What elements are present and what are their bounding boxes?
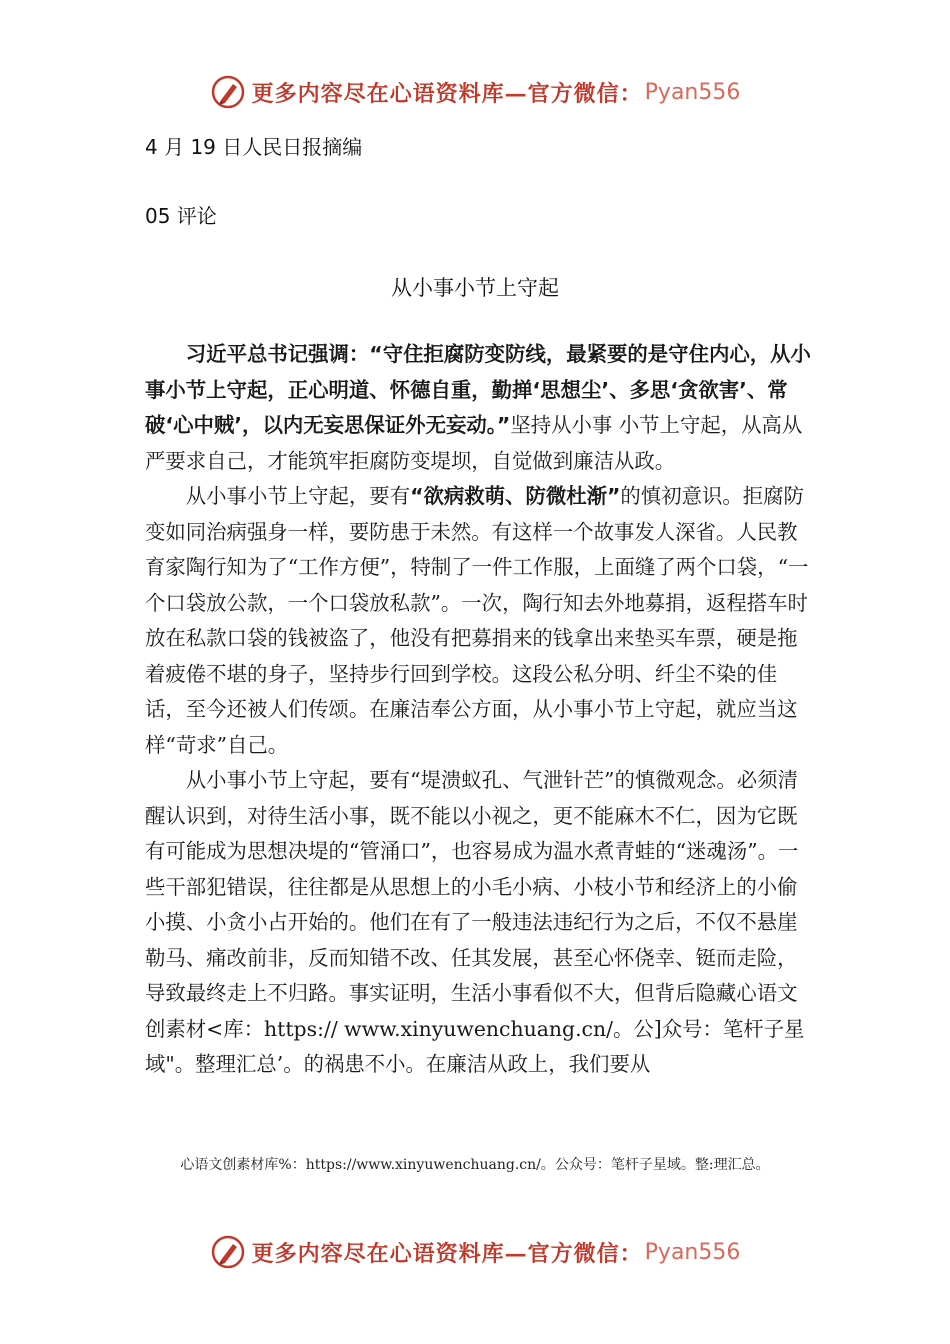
date-line: 4 月 19 日人民日报摘编 bbox=[145, 135, 363, 159]
banner-text: 更多内容尽在心语资料库—官方微信： bbox=[251, 1240, 643, 1267]
paragraph-2 bbox=[145, 479, 813, 763]
paragraph-2-lead: 从小事小节上守起，要有 bbox=[185, 484, 411, 508]
banner-text: 更多内容尽在心语资料库—官方微信： bbox=[251, 80, 643, 107]
paragraph-2-bold: “欲病救萌、防微杜渐” bbox=[410, 484, 621, 508]
paragraph-1 bbox=[145, 337, 813, 479]
paragraph-1-rest: 坚持从小事 小节上守起，从高从严要求自己，才能筑牢拒腐防变堤坝，自觉做到廉洁从政。 bbox=[145, 413, 803, 473]
pen-logo-icon bbox=[210, 74, 246, 110]
pen-logo-icon bbox=[210, 1234, 246, 1270]
paragraph-2-rest: 的慎初意识。拒腐防变如同治病强身一样，要防患于未然。有这样一个故事发人深省。人民教育家陶行知为了“工作方便”，特制了一件工作服，上面缝了两个口袋，“一个口袋放公款，一个口袋放私款”。一次，陶行知去外地募捐，返程搭车时放在私款口袋的钱被盗了，他没有把募捐来的钱拿出来垫买车票，硬是拖着疲倦不堪的身子，坚持步行回到学校。这段公私分明、纤尘不染的佳话，至今还被人们传颂。在廉洁奉公方面，从小事小节上守起，就应当这样“苛求”自己。 bbox=[145, 484, 809, 757]
section-line: 05 评论 bbox=[145, 204, 217, 228]
footer-note: 心语文创素材库%：https://www.xinyuwenchuang.cn/。公众号：笔杆子星域。整:理汇总。 bbox=[180, 1157, 770, 1173]
quote-bold: 习近平总书记强调：“守住拒腐防变防线，最紧要的是守住内心，从小事小节上守起，正心明道、怀德自重，勤掸‘思想尘’、多思‘贪欲害’、常破‘心中贼’，以内无妄思保证外无妄动。” bbox=[145, 342, 811, 437]
banner-handle: Pyan556 bbox=[644, 1239, 741, 1265]
paragraph-3: 从小事小节上守起，要有“堤溃蚁孔、气泄针芒”的慎微观念。必须清醒认识到，对待生活小事，既不能以小视之，更不能麻木不仁，因为它既有可能成为思想决堤的“管涌口”，也容易成为温水煮青蛙的“迷魂汤”。一些干部犯错误，往往都是从思想上的小毛小病、小枝小节和经济上的小偷小摸、小贪小占开始的。他们在有了一般违法违纪行为之后，不仅不悬崖勒马、痛改前非，反而知错不改、任其发展，甚至心怀侥幸、铤而走险，导致最终走上不归路。事实证明，生活小事看似不大，但背后隐藏心语文创素材<库：https:// www.xinyuwenchuang.cn/。公]众号：笔杆子星域"。整理汇总’。的祸患不小。在廉洁从政上，我们要从 bbox=[145, 768, 805, 1076]
article-body bbox=[145, 337, 813, 1083]
banner-handle: Pyan556 bbox=[644, 79, 741, 105]
top-banner bbox=[0, 70, 950, 114]
bottom-banner bbox=[0, 1230, 950, 1274]
article-title: 从小事小节上守起 bbox=[391, 276, 559, 300]
